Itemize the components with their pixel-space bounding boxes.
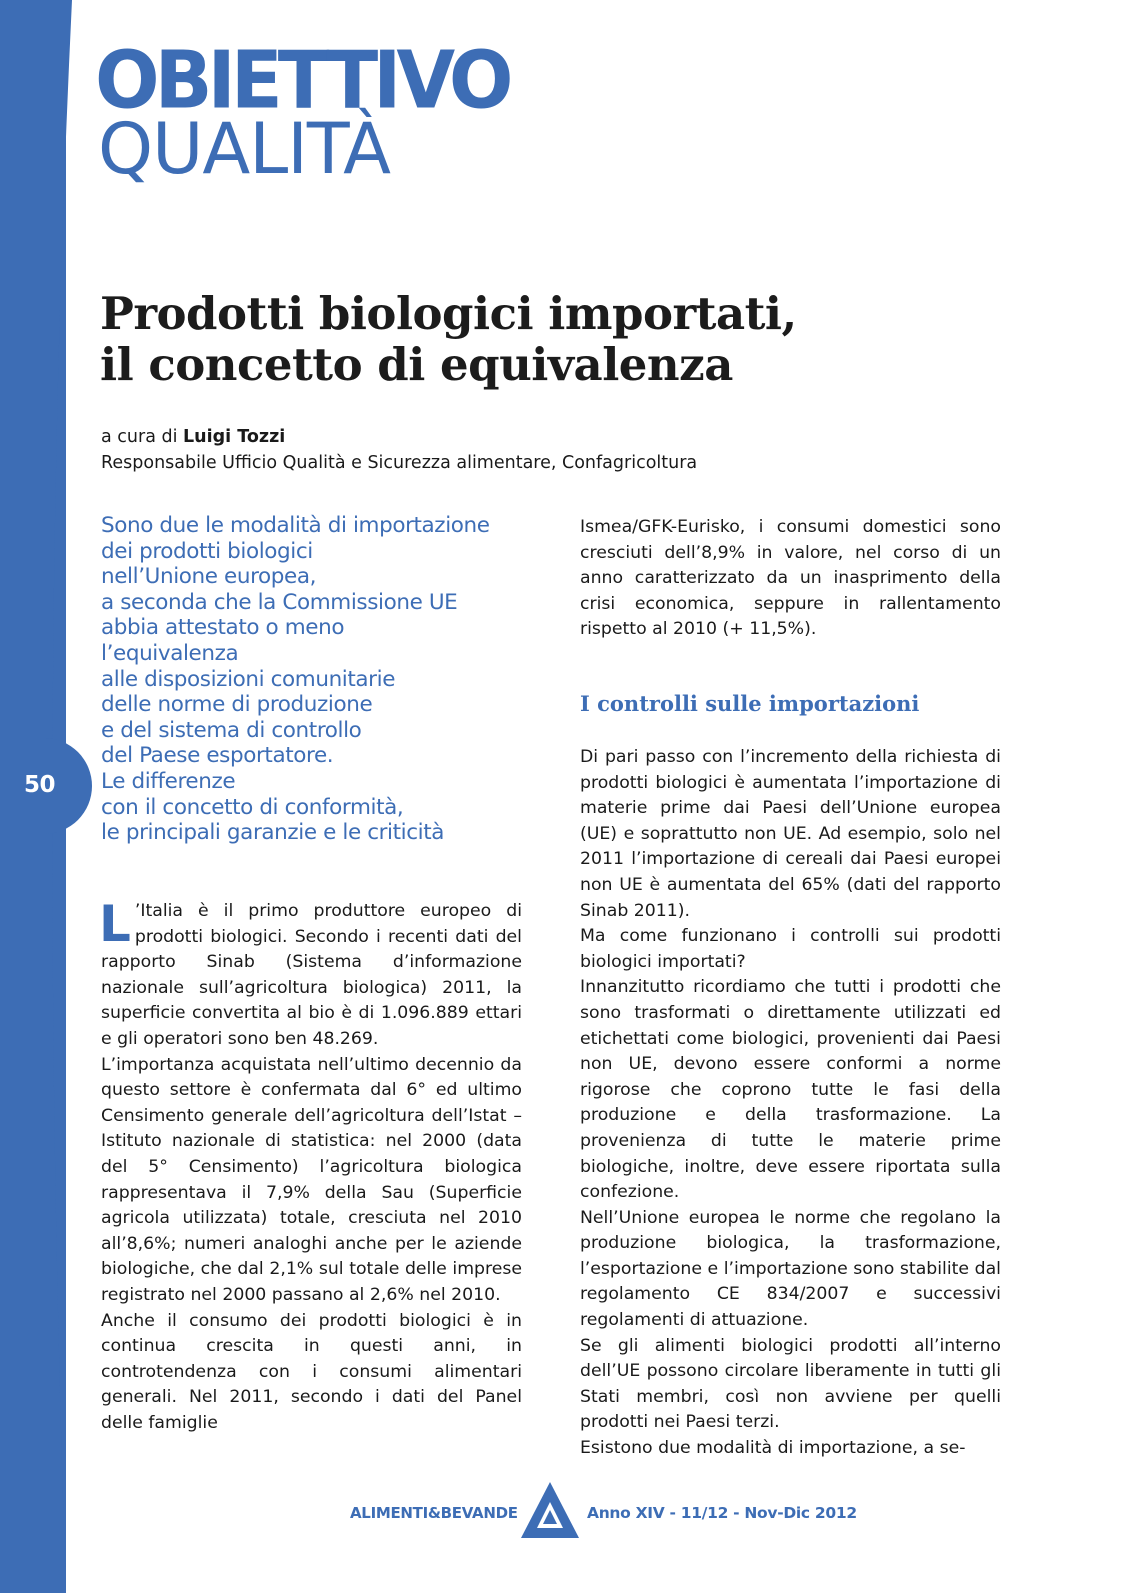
standfirst xyxy=(101,513,561,846)
body-paragraph xyxy=(99,895,522,1053)
body-column-right xyxy=(580,745,1001,1462)
standfirst-line: delle norme di produzione xyxy=(101,692,373,718)
article-title-line2: il concetto di equivalenza xyxy=(100,338,733,391)
standfirst-line: Le differenze xyxy=(101,768,236,794)
section-heading: I controlli sulle importazioni xyxy=(580,691,920,716)
standfirst-line: con il concetto di conformità, xyxy=(101,794,404,820)
body-column-right-top xyxy=(580,515,1001,643)
standfirst-line: alle disposizioni comunitarie xyxy=(101,666,396,692)
standfirst-line: l’equivalenza xyxy=(101,640,239,666)
standfirst-line: Sono due le modalità di importazione xyxy=(101,513,490,538)
article-title xyxy=(100,288,797,390)
triangle-logo-icon xyxy=(519,1480,581,1540)
standfirst-line: e del sistema di controllo xyxy=(101,717,362,743)
standfirst-line: del Paese esportatore. xyxy=(101,743,334,769)
body-paragraph: L’importanza acquistata nell’ultimo decennio da questo settore è confermata dal 6° ed ultimo Censimento generale dell’agricoltura dell’Istat – Istituto nazionale di statistica: nel 2000 (data del 5° Censimento) l’agricoltura biologica rappresentava il 7,9% della Sau (Superficie agricola utilizzata) totale, cresciuta nel 2010 all’8,6%; numeri analoghi anche per le aziende biologiche, che dal 2,1% sul totale delle imprese registrato nel 2000 passano al 2,6% nel 2010. xyxy=(101,1054,522,1305)
body-paragraph: Anche il consumo dei prodotti biologici è in continua crescita in questi anni, in controtendenza con i consumi alimentari generali. Nel 2011, secondo i dati del Panel delle famiglie xyxy=(101,1310,522,1433)
body-paragraph: Se gli alimenti biologici prodotti all’interno dell’UE possono circolare liberamente in tutti gli Stati membri, così non avviene per quelli prodotti nei Paesi terzi. xyxy=(580,1335,1001,1433)
body-paragraph: Nell’Unione europea le norme che regolano la produzione biologica, la trasformazione, l’esportazione e l’importazione sono stabilite dal regolamento CE 834/2007 e successivi regolamenti di attuazione. xyxy=(580,1207,1001,1331)
body-paragraph: Innanzitutto ricordiamo che tutti i prodotti che sono trasformati o direttamente utilizzati ed etichettati come biologici, provenienti dai Paesi non UE, devono essere conformi a norme rigorose che coprono tutte le fasi della produzione e della trasformazione. La provenienza di tutte le materie prime biologiche, inoltre, deve essere riportata sulla confezione. xyxy=(580,977,1001,1203)
standfirst-line: a seconda che la Commissione UE xyxy=(101,589,458,615)
footer-issue: Anno XIV - 11/12 - Nov-Dic 2012 xyxy=(587,1504,857,1522)
author-role: Responsabile Ufficio Qualità e Sicurezza alimentare, Confagricoltura xyxy=(101,453,698,473)
section-kicker-line1: OBIETTIVO xyxy=(95,32,509,127)
standfirst-line: nell’Unione europea, xyxy=(101,564,317,590)
standfirst-line: dei prodotti biologici xyxy=(101,538,313,564)
paragraph-text: ’Italia è il primo produttore europeo di prodotti biologici. Secondo i recenti dati del rapporto Sinab (Sistema d’informazione nazionale sull’agricoltura biologica) 2011, la superficie convertita al bio è di 1.096.889 ettari e gli operatori sono ben 48.269. xyxy=(101,901,522,1049)
body-paragraph: Esistono due modalità di importazione, a se- xyxy=(580,1438,966,1459)
body-paragraph: Di pari passo con l’incremento della richiesta di prodotti biologici è aumentata l’importazione di materie prime dai Paesi dell’Unione europea (UE) e soprattutto non UE. Ad esempio, solo nel 2011 l’importazione di cereali dai Paesi europei non UE è aumentata del 65% (dati del rapporto Sinab 2011). xyxy=(580,747,1001,921)
section-kicker-line2: QUALITÀ xyxy=(98,108,391,190)
standfirst-line: le principali garanzie e le criticità xyxy=(101,820,445,846)
byline xyxy=(101,424,697,476)
drop-cap: L xyxy=(99,895,131,953)
body-column-left xyxy=(99,895,522,1436)
footer-magazine-name: ALIMENTI&BEVANDE xyxy=(350,1504,518,1522)
article-title-line1: Prodotti biologici importati, xyxy=(100,287,797,340)
standfirst-line: abbia attestato o meno xyxy=(101,615,345,641)
byline-prefix: a cura di xyxy=(101,427,184,447)
page-footer xyxy=(0,1480,1121,1550)
author-name: Luigi Tozzi xyxy=(183,427,286,447)
page-number: 50 xyxy=(24,772,56,798)
body-paragraph: Ismea/GFK-Eurisko, i consumi domestici sono cresciuti dell’8,9% in valore, nel corso di un anno caratterizzato da un inasprimento della crisi economica, seppure in rallentamento rispetto al 2010 (+ 11,5%). xyxy=(580,517,1001,640)
body-paragraph: Ma come funzionano i controlli sui prodotti biologici importati? xyxy=(580,926,1001,972)
